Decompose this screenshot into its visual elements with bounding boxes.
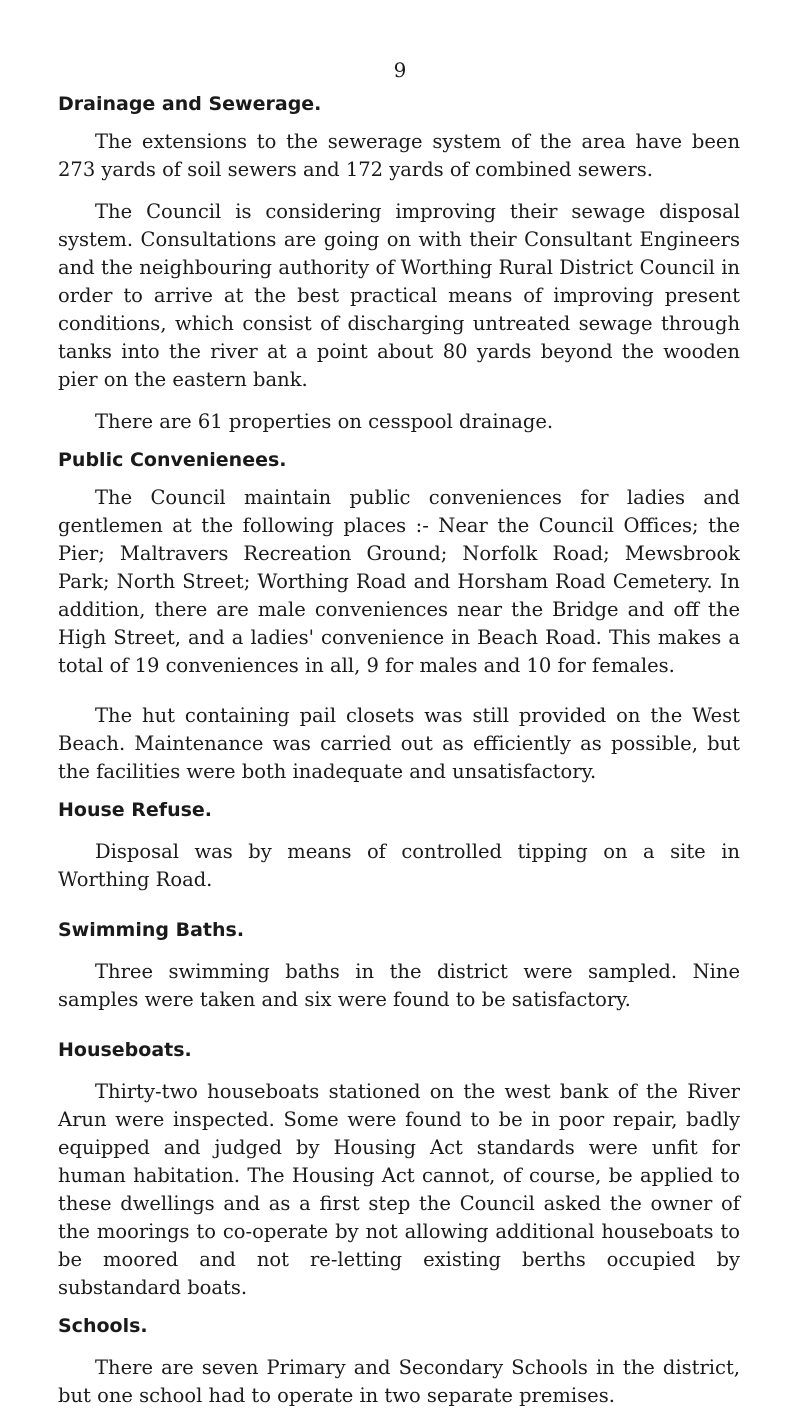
page-content	[58, 90, 740, 1410]
section-schools	[58, 1312, 740, 1410]
paragraph: Disposal was by means of controlled tipping on a site in Worthing Road.	[58, 840, 740, 891]
section-heading: House Refuse.	[58, 799, 213, 821]
page-number: 9	[393, 58, 407, 82]
section-houseboats	[58, 1036, 740, 1302]
paragraph: The Council maintain public conveniences for ladies and gentlemen at the following places :- Near the Council Offices; the Pier; Maltravers Recreation Ground; Norfolk Road; Mewsbrook Park; North Street; Worthing Road and Horsham Road Cemetery. In addition, there are male conveniences near the Bridge and off the High Street, and a ladies' convenience in Beach Road. This makes a total of 19 conveniences in all, 9 for males and 10 for females.	[58, 486, 740, 677]
paragraph: Thirty-two houseboats stationed on the west bank of the River Arun were inspected. Some were found to be in poor repair, badly equipped and judged by Housing Act standards were unfit for human habitation. The Housing Act cannot, of course, be applied to these dwellings and as a first step the Council asked the owner of the moorings to co-operate by not allowing additional houseboats to be moored and not re-letting existing berths occupied by substandard boats.	[58, 1080, 740, 1299]
paragraph: The Council is considering improving their sewage disposal system. Consultations are going on with their Consultant Engineers and the neighbouring authority of Worthing Rural District Council in order to arrive at the best practical means of improving present conditions, which consist of discharging untreated sewage through tanks into the river at a point about 80 yards beyond the wooden pier on the eastern bank.	[58, 200, 740, 391]
paragraph: The hut containing pail closets was still provided on the West Beach. Maintenance was carried out as efficiently as possible, but the facilities were both inadequate and unsatisfactory.	[58, 704, 740, 783]
section-heading: Schools.	[58, 1315, 148, 1337]
section-heading: Houseboats.	[58, 1039, 192, 1061]
section-swimming-baths	[58, 916, 740, 1014]
section-public-conveniences	[58, 446, 740, 786]
section-heading: Public Convenienees.	[58, 449, 287, 471]
section-drainage-sewerage	[58, 90, 740, 436]
section-heading: Swimming Baths.	[58, 919, 245, 941]
section-house-refuse	[58, 796, 740, 894]
paragraph: Three swimming baths in the district were sampled. Nine samples were taken and six were found to be satisfactory.	[58, 960, 740, 1011]
paragraph: There are seven Primary and Secondary Schools in the district, but one school had to operate in two separate premises.	[58, 1356, 740, 1407]
paragraph: There are 61 properties on cesspool drainage.	[95, 410, 554, 433]
paragraph: The extensions to the sewerage system of the area have been 273 yards of soil sewers and 172 yards of combined sewers.	[58, 130, 740, 181]
section-heading: Drainage and Sewerage.	[58, 93, 322, 115]
